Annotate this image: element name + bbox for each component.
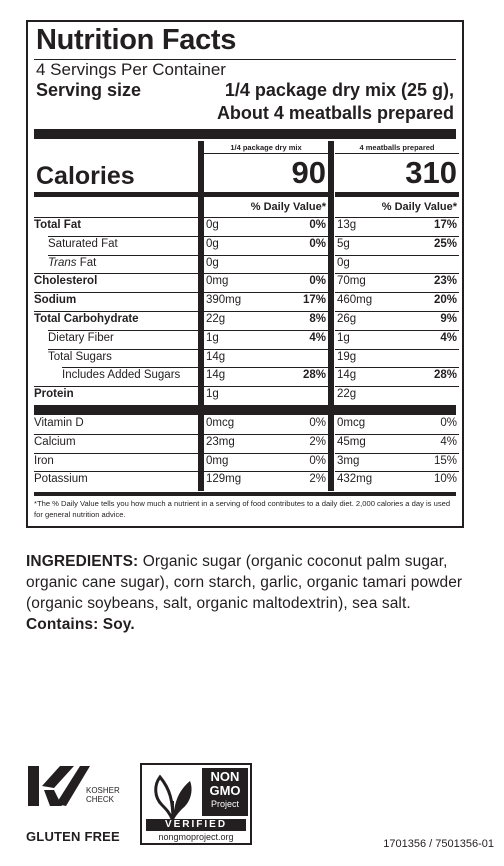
row-divider [335,292,459,293]
ngmo-line2: GMO [209,783,241,798]
row-divider [34,292,198,293]
calories-col2: 310 [405,155,457,190]
nutrition-facts-panel [26,20,464,528]
row-divider [48,236,198,237]
amount-col2: 19g [337,351,357,363]
amount-col2: 13g [337,219,357,231]
amount-col1: 0mg [206,455,229,467]
nutrient-name: Cholesterol [34,275,98,287]
row-divider [204,471,328,472]
divider [34,192,198,197]
ingredients-list: Organic sugar (organic coconut palm sugar, organic cane sugar), corn starch, garlic, organic tamari powder (organic soybeans, salt, organic maltodextrin), sea salt. [26,553,463,612]
nutrient-name: Total Sugars [48,351,112,363]
thick-divider [34,405,456,415]
row-divider [335,236,459,237]
nutrient-name [48,257,96,269]
dv-col2: 10% [433,473,457,485]
row-divider [34,217,198,218]
nutrition-title: Nutrition Facts [36,24,237,56]
amount-col2: 0g [337,257,350,269]
ngmo-url: nongmoproject.org [158,832,234,842]
dv-col1: 17% [302,294,326,306]
nutrient-name: Saturated Fat [48,238,118,250]
row-divider [335,273,459,274]
row-divider [48,255,198,256]
dv-col2: 23% [433,275,457,287]
amount-col1: 0g [206,257,219,269]
nutrient-name: Sodium [34,294,77,306]
row-divider [335,255,459,256]
servings-per-container: 4 Servings Per Container [36,60,226,79]
row-divider [335,330,459,331]
amount-col1: 1g [206,332,219,344]
dv-col1: 2% [309,436,326,448]
row-divider [34,471,198,472]
col1-header: 1/4 package dry mix [230,143,302,152]
col2-header: 4 meatballs prepared [359,143,435,152]
row-divider [335,453,459,454]
kosher-check-logo [28,766,90,810]
row-divider [204,386,328,387]
row-divider [34,273,198,274]
row-divider [204,330,328,331]
nutrient-name-rest: Fat [76,257,97,269]
kosher-check-text [86,786,120,804]
amount-col1: 22g [206,313,226,325]
nutrient-name: Includes Added Sugars [62,369,181,381]
row-divider [335,386,459,387]
row-divider [48,330,198,331]
amount-col1: 14g [206,351,226,363]
dv-col2: 28% [433,369,457,381]
ngmo-line3: Project [210,799,239,809]
product-code: 1701356 / 7501356-01 [383,838,494,850]
row-divider [34,453,198,454]
dv-col1: 8% [309,313,326,325]
row-divider [335,349,459,350]
butterfly-leaf-icon [148,771,198,823]
amount-col1: 0g [206,219,219,231]
amount-col1: 0g [206,238,219,250]
dv-col1: 4% [309,332,326,344]
nutrient-name: Calcium [34,436,76,448]
row-divider [204,367,328,368]
amount-col2: 22g [337,388,357,400]
footnote: *The % Daily Value tells you how much a nutrient in a serving of food contributes to a daily diet. 2,000 calories a day is used for general nutrition advice. [34,499,451,519]
dv-col2: 20% [433,294,457,306]
amount-col1: 0mg [206,275,229,287]
amount-col2: 460mg [337,294,373,306]
row-divider [204,434,328,435]
amount-col1: 0mcg [206,417,235,429]
divider [335,153,459,154]
ingredients-label: INGREDIENTS: [26,553,139,570]
dv-col1: 0% [309,417,326,429]
non-gmo-verified-badge [140,763,252,845]
row-divider [204,236,328,237]
row-divider [204,217,328,218]
row-divider [48,349,198,350]
row-divider [335,471,459,472]
dv-col1: 0% [309,238,326,250]
amount-col2: 5g [337,238,350,250]
dv-col1: 0% [309,219,326,231]
nutrient-name: Total Fat [34,219,82,231]
row-divider [204,292,328,293]
dv-col1: 28% [302,369,326,381]
amount-col2: 26g [337,313,357,325]
row-divider [335,217,459,218]
amount-col2: 0mcg [337,417,366,429]
non-gmo-block [202,768,248,816]
kosher-line1: KOSHER [86,786,120,795]
nutrient-name-italic: Trans [48,257,77,269]
divider [204,192,328,197]
amount-col1: 129mg [206,473,242,485]
allergen-statement: Contains: Soy. [26,616,135,633]
nutrient-name: Dietary Fiber [48,332,114,344]
row-divider [34,311,198,312]
amount-col1: 1g [206,388,219,400]
divider [204,153,328,154]
nutrient-name: Potassium [34,473,88,485]
row-divider [335,434,459,435]
dv-header-col1: % Daily Value* [250,201,326,213]
dv-col1: 0% [309,275,326,287]
row-divider [34,386,198,387]
amount-col2: 432mg [337,473,373,485]
thick-divider [34,129,456,139]
row-divider [34,434,198,435]
row-divider [335,311,459,312]
amount-col2: 1g [337,332,350,344]
nutrient-name: Vitamin D [34,417,84,429]
dv-col2: 9% [440,313,457,325]
gluten-free-label: GLUTEN FREE [26,829,120,844]
nutrient-name: Iron [34,455,54,467]
amount-col2: 3mg [337,455,360,467]
dv-col1: 0% [309,455,326,467]
ngmo-line1: NON [210,769,240,784]
dv-col2: 4% [440,436,457,448]
dv-col2: 4% [440,332,457,344]
divider [335,192,459,197]
amount-col1: 390mg [206,294,242,306]
row-divider [204,453,328,454]
amount-col1: 14g [206,369,226,381]
row-divider [204,349,328,350]
amount-col2: 45mg [337,436,366,448]
dv-col2: 0% [440,417,457,429]
serving-size-line2: About 4 meatballs prepared [216,103,454,123]
dv-col2: 17% [433,219,457,231]
thick-divider [34,492,456,496]
amount-col1: 23mg [206,436,235,448]
nutrient-name: Protein [34,388,74,400]
calories-label: Calories [36,162,135,190]
dv-col2: 15% [433,455,457,467]
serving-size-line1: 1/4 package dry mix (25 g), [224,80,454,100]
serving-size-label: Serving size [36,80,142,100]
row-divider [204,273,328,274]
amount-col2: 70mg [337,275,366,287]
row-divider [335,367,459,368]
calories-col1: 90 [291,155,326,190]
amount-col2: 14g [337,369,357,381]
dv-header-col2: % Daily Value* [381,201,457,213]
ngmo-verified: VERIFIED [146,819,246,831]
dv-col1: 2% [309,473,326,485]
ingredients-text [26,551,466,635]
row-divider [204,255,328,256]
dv-col2: 25% [433,238,457,250]
column-separator [328,141,334,491]
nutrient-name: Total Carbohydrate [34,313,139,325]
row-divider [204,311,328,312]
row-divider [62,367,198,368]
kosher-line2: CHECK [86,795,115,804]
